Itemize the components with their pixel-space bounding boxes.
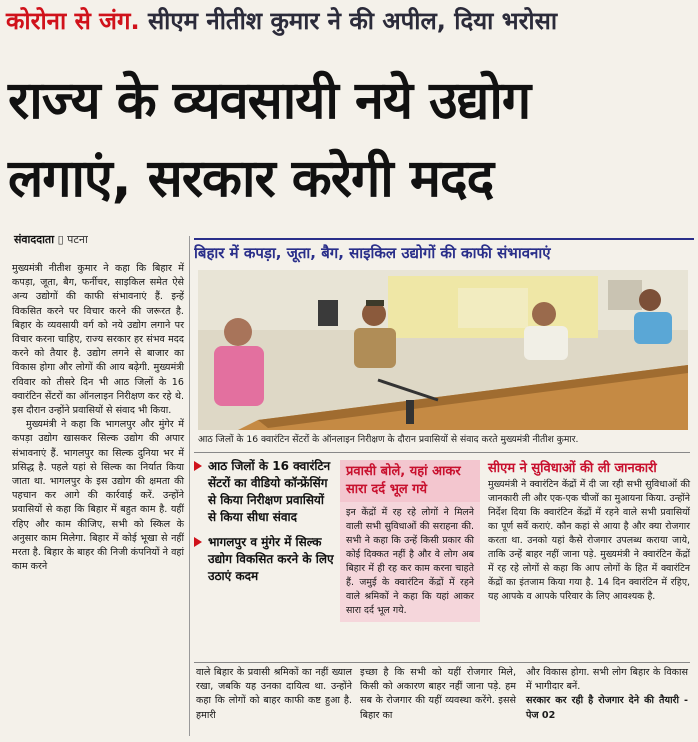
photo-illustration [198, 270, 688, 430]
pink-box-title: प्रवासी बोले, यहां आकर सारा दर्द भूल गये [340, 460, 480, 502]
cm-box [488, 460, 690, 604]
continued-note: सरकार कर रही है रोजगार देने की तैयारी - पेज 02 [526, 695, 688, 721]
pink-box-body: इन केंद्रों में रह रहे लोगों ने मिलने वाली सभी सुविधाओं की सराहना की. सभी ने कहा कि उन्हें किसी प्रकार की कोई दिक्कत नहीं है और वे लोग अब बिहार में ही रह कर काम करना चाहते हैं. जमुई के क्वारंटिन केंद्रों में रहने वाले श्रमिकों ने कहा कि यहां आकर सारा दर्द भूल गये. [340, 502, 480, 622]
kicker-rest: सीएम नीतीश कुमार ने की अपील, दिया भरोसा [147, 7, 558, 35]
byline [14, 232, 88, 247]
arrow-icon [194, 537, 202, 547]
bottom-col-3 [526, 666, 688, 723]
subhead: बिहार में कपड़ा, जूता, बैग, साइकिल उद्योगों की काफी संभावनाएं [194, 238, 694, 266]
byline-place: पटना [67, 233, 88, 246]
photo-caption: आठ जिलों के 16 क्वारंटिन सेंटरों के ऑनलाइन निरीक्षण के दौरान प्रवासियों से संवाद करते मुख्यमंत्री नीतीश कुमार. [198, 434, 579, 445]
highlight-text-1: आठ जिलों के 16 क्वारंटिन सेंटरों का वीडियो कॉन्फ्रेंसिंग से किया निरीक्षण प्रवासियों से किया सीधा संवाद [208, 459, 331, 524]
bottom-col-1: वाले बिहार के प्रवासी श्रमिकों का नहीं ख्याल रखा, जबकि यह उनका दायित्व था. उन्होंने कहा कि लोगों को बाहर काफी कष्ट हुआ है. हमारी [196, 667, 352, 721]
cm-box-title: सीएम ने सुविधाओं की ली जानकारी [488, 461, 657, 476]
highlight-text-2: भागलपुर व मुंगेर में सिल्क उद्योग विकसित करने के लिए उठाएं कदम [208, 535, 334, 583]
bottom-rule [194, 662, 690, 663]
byline-sep: ▯ [57, 233, 68, 246]
highlight-item [194, 458, 334, 526]
photo [198, 270, 688, 430]
kicker [6, 4, 692, 38]
column-divider [189, 236, 190, 736]
left-para-1: मुख्यमंत्री नीतीश कुमार ने कहा कि बिहार में कपड़ा, जूता, बैग, फर्नीचर, साइकिल समेत ऐसे अन्य उद्योगों की काफी संभावनाएं हैं. इन्हें विकसित करने पर विचार करने की जरूरत है. बिहार के व्यवसायी वर्ग को नये उद्योग लगाने पर विचार करना चाहिए, राज्य सरकार हर संभव मदद करने को तैयार है. उद्योग लगने से बाजार का विकास होगा और लोगों की आय बढ़ेगी. मुख्यमंत्री रविवार को तीसरे दिन भी आठ जिलों के 16 क्वारंटिन सेंटरों का ऑनलाइन निरीक्षण कर रहे थे. इस दौरान उन्होंने प्रवासियों से संवाद भी किया. [12, 263, 184, 417]
highlight-item [194, 534, 334, 585]
cm-box-body: मुख्यमंत्री ने क्वारंटिन केंद्रों में दी जा रही सभी सुविधाओं की जानकारी ली और एक-एक चीजों का मुआयना किया. उन्होंने निर्देश दिया कि क्वारंटिन केंद्रों में रहने वाले सभी प्रवासियों का पूर्ण सर्वे कराएं. कौन कहां से आया है और क्या रोजगार करता था. उनको यहां कैसे रोजगार उपलब्ध कराया जाये, ताकि उन्हें बाहर नहीं जाना पड़े. मुख्यमंत्री ने क्वारंटिन केंद्रों में रह रहे लोगों से कहा कि आप लोगों के हित में क्वारंटिन केंद्रों का इंतजाम किया गया है. 14 दिन क्वारंटिन में रहिए, यह आपके व आपके परिवार के लिए आवश्यक है. [488, 479, 690, 602]
left-column [12, 262, 184, 574]
caption-rule [194, 452, 690, 453]
headline-line-1: राज्य के व्यवसायी नये उद्योग [8, 71, 531, 131]
highlights-box [194, 458, 334, 654]
bottom-col-2: इच्छा है कि सभी को यहीं रोजगार मिले, किसी को अकारण बाहर नहीं जाना पड़े. हम सब के रोजगार की यहीं व्यवस्था करेंगे. इससे बिहार का [360, 667, 516, 721]
arrow-icon [194, 461, 202, 471]
bottom-col-3-text: और विकास होगा. सभी लोग बिहार के विकास में भागीदार बनें. [526, 667, 688, 693]
byline-author: संवाददाता [14, 233, 55, 246]
pink-box [340, 460, 480, 622]
kicker-red: कोरोना से जंग. [6, 7, 140, 35]
left-para-2: मुख्यमंत्री ने कहा कि भागलपुर और मुंगेर में कपड़ा उद्योग खासकर सिल्क उद्योग की अपार संभावनाएं हैं. भागलपुर का सिल्क दुनिया भर में प्रसिद्ध है. पहले यहां से सिल्क का निर्यात किया जाता था. भागलपुर के इस उद्योग की क्षमता की पहचान कर आगे की कार्रवाई करें. उन्होंने प्रवासियों से कहा कि बिहार में बहुत काम है. यहीं रहिए और काम कीजिए, सभी को स्किल के अनुसार काम मिलेगा. बिहार में कोई भूखा से नहीं मरता है. बिहार के बाहर की निजी कंपनियों ने वहां काम करने [12, 419, 184, 573]
headline-line-2: लगाएं, सरकार करेगी मदद [8, 149, 494, 209]
